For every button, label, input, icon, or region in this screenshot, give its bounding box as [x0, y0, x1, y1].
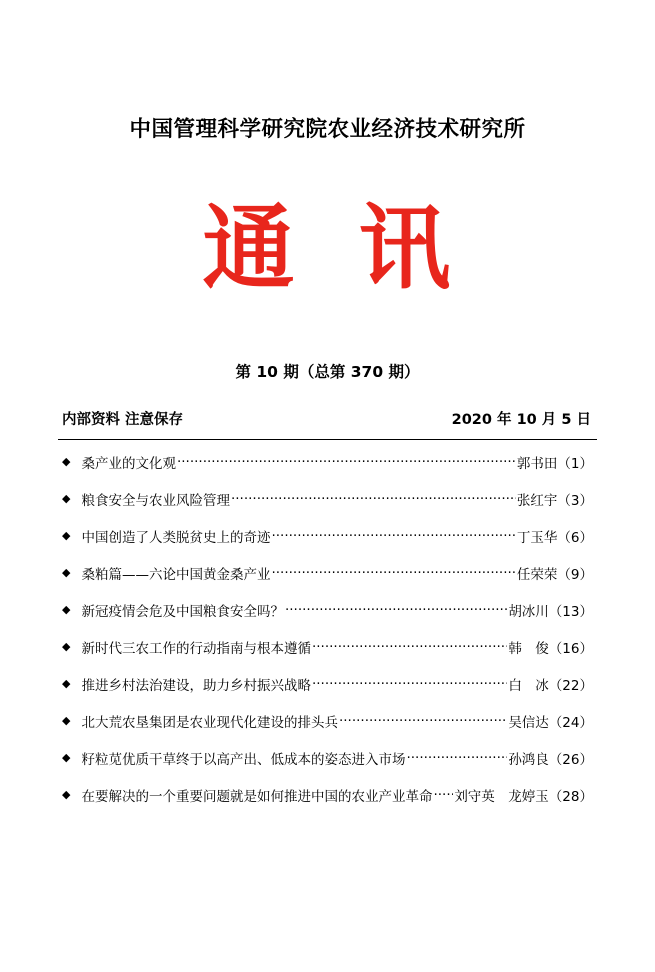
- masthead-char-left: 通: [202, 195, 297, 302]
- diamond-bullet-icon: ◆: [62, 602, 71, 616]
- diamond-bullet-icon: ◆: [62, 528, 71, 542]
- dot-leader: [231, 492, 516, 506]
- diamond-bullet-icon: ◆: [62, 491, 71, 505]
- list-item[interactable]: [58, 703, 597, 740]
- toc-author-page: 任荣荣（9）: [516, 567, 593, 584]
- toc-author-page: 刘守英 龙婷玉（28）: [454, 789, 593, 806]
- list-item[interactable]: [58, 740, 597, 777]
- list-item[interactable]: [58, 555, 597, 592]
- list-item[interactable]: [58, 592, 597, 629]
- dot-leader: [433, 788, 453, 802]
- horizontal-rule: [58, 439, 597, 440]
- list-item[interactable]: [58, 481, 597, 518]
- toc-author-page: 张红宇（3）: [516, 493, 593, 510]
- masthead-char-right: 讯: [358, 195, 453, 302]
- diamond-bullet-icon: ◆: [62, 787, 71, 801]
- diamond-bullet-icon: ◆: [62, 713, 71, 727]
- toc-title: 新冠疫情会危及中国粮食安全吗？: [81, 604, 284, 621]
- publication-date: 2020 年 10 月 5 日: [451, 411, 591, 428]
- toc-title: 新时代三农工作的行动指南与根本遵循: [81, 641, 311, 658]
- toc-author-page: 孙鸿良（26）: [508, 752, 593, 769]
- toc-title: 籽粒苋优质干草终于以高产出、低成本的姿态进入市场: [81, 752, 406, 769]
- dot-leader: [312, 640, 507, 654]
- diamond-bullet-icon: ◆: [62, 676, 71, 690]
- institute-title: 中国管理科学研究院农业经济技术研究所: [129, 117, 526, 142]
- internal-notice: 内部资料 注意保存: [62, 411, 184, 428]
- toc-title: 中国创造了人类脱贫史上的奇迹: [81, 530, 271, 547]
- toc-title: 桑产业的文化观: [81, 456, 176, 473]
- toc-title: 粮食安全与农业风险管理: [81, 493, 230, 510]
- toc-author-page: 白 冰（22）: [508, 678, 593, 695]
- toc-author-page: 韩 俊（16）: [508, 641, 593, 658]
- meta-row: [58, 408, 597, 429]
- list-item[interactable]: [58, 777, 597, 814]
- masthead: [58, 195, 597, 302]
- dot-leader: [177, 455, 516, 469]
- toc-author-page: 吴信达（24）: [508, 715, 593, 732]
- toc-title: 北大荒农垦集团是农业现代化建设的排头兵: [81, 715, 338, 732]
- toc-title: 在要解决的一个重要问题就是如何推进中国的农业产业革命: [81, 789, 433, 806]
- diamond-bullet-icon: ◆: [62, 750, 71, 764]
- diamond-bullet-icon: ◆: [62, 565, 71, 579]
- dot-leader: [285, 603, 507, 617]
- toc-author-page: 郭书田（1）: [516, 456, 593, 473]
- document-page: [0, 112, 655, 972]
- dot-leader: [312, 677, 507, 691]
- toc-author-page: 丁玉华（6）: [516, 530, 593, 547]
- toc-author-page: 胡冰川（13）: [508, 604, 593, 621]
- list-item[interactable]: [58, 444, 597, 481]
- diamond-bullet-icon: ◆: [62, 454, 71, 468]
- list-item[interactable]: [58, 518, 597, 555]
- toc-title: 推进乡村法治建设，助力乡村振兴战略: [81, 678, 311, 695]
- table-of-contents: [58, 444, 597, 814]
- issue-number: 第 10 期（总第 370 期）: [235, 362, 420, 381]
- list-item[interactable]: [58, 666, 597, 703]
- dot-leader: [406, 751, 507, 765]
- dot-leader: [271, 529, 515, 543]
- list-item[interactable]: [58, 629, 597, 666]
- dot-leader: [339, 714, 507, 728]
- dot-leader: [271, 566, 515, 580]
- toc-title: 桑粕篇——六论中国黄金桑产业: [81, 567, 271, 584]
- diamond-bullet-icon: ◆: [62, 639, 71, 653]
